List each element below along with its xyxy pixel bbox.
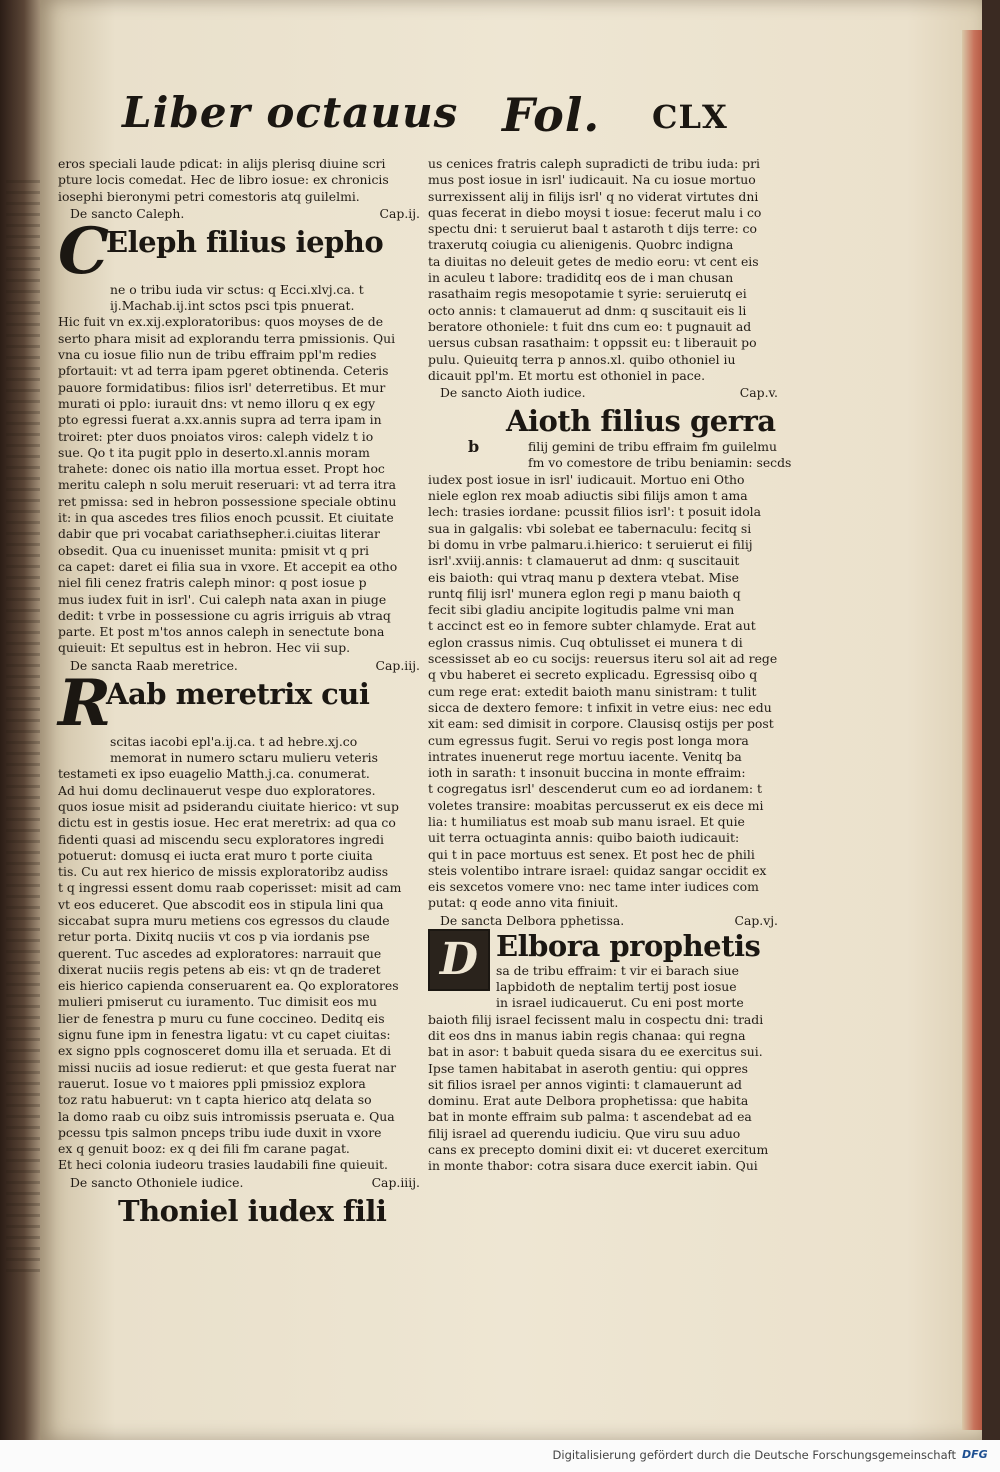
text-line: signu fune ipm in fenestra ligatu: vt cu capet ciuitas: [58, 1027, 391, 1043]
text-line: parte. Et post m'tos annos caleph in senectute bona [58, 624, 385, 640]
text-line: dabir que pri vocabat cariathsepher.i.ciuitas literar [58, 526, 380, 542]
text-line: isrl'.xviij.annis: t clamauerut ad dnm: q suscitauit [428, 553, 740, 569]
text-line: sicca de dextero femore: t infixit in vetre eius: nec edu [428, 699, 772, 715]
text-line: q vbu haberet ei secreto explicadu. Egressisq oibo q [428, 667, 758, 683]
text-line: serto phara misit ad explorandu terra pmissionis. Qui [58, 330, 396, 346]
text-line: cum rege erat: extedit baioth manu sinistram: t tulit [428, 683, 757, 699]
text-line: eis baioth: qui vtraq manu p dextera vtebat. Mise [428, 569, 739, 585]
rubric-aioth [428, 384, 808, 401]
text-line: rasathaim regis mesopotamie t syrie: seruierutq ei [428, 286, 747, 302]
text-line: uit terra octuaginta annis: quibo baioth iudicauit: [428, 830, 740, 846]
text-line: fecit sibi gladiu ancipite logitudis palme vni man [428, 602, 735, 618]
footer-credit: Digitalisierung gefördert durch die Deutsche Forschungsgemeinschaft [552, 1448, 956, 1462]
rubric-chapter: Cap.vj. [734, 912, 778, 928]
text-line: trahete: donec ois natio illa mortua esset. Propt hoc [58, 461, 385, 477]
heading-text: Aab meretrix cui [106, 676, 370, 711]
text-line: pto egressi fuerat a.xx.annis supra ad terra ipam in [58, 412, 382, 428]
text-line: niel fili cenez fratris caleph minor: q post iosue p [58, 575, 367, 591]
rubric-othoniel [58, 1174, 450, 1191]
section-heading-aioth: Aioth filius gerra [506, 404, 776, 439]
text-line: in monte thabor: cotra sisara duce exercit iabin. Qui [428, 1158, 758, 1174]
rubric-title: De sancto Aioth iudice. [440, 385, 586, 401]
text-line: fm vo comestore de tribu beniamin: secds [528, 455, 792, 471]
text-line: ex signo ppls cognosceret domu illa et seruada. Et di [58, 1043, 392, 1059]
section-text-raab [58, 734, 450, 1174]
book-page [40, 0, 982, 1440]
text-line: mulieri pmiserut cu iuramento. Tuc dimisit eos mu [58, 994, 378, 1010]
rubric-title: De sancto Caleph. [70, 205, 185, 221]
header-folio-label: Fol. [502, 88, 601, 142]
right-column [428, 156, 808, 1175]
section-heading-delbora [428, 929, 808, 1012]
text-line: testameti ex ipso euagelio Matth.j.ca. conumerat. [58, 766, 370, 782]
text-line: tis. Cu aut rex hierico de missis exploratoribz audiss [58, 864, 389, 880]
text-line: steis volentibo intrare israel: quidaz sangar occidit ex [428, 862, 767, 878]
text-line: runtq filij isrl' munera eglon regi p manu baioth q [428, 585, 741, 601]
rubric-caleph [58, 205, 450, 222]
section-text-caleph [58, 282, 450, 657]
text-line: rauerut. Iosue vo t maiores ppli pmissioz explora [58, 1075, 366, 1091]
rubric-chapter: Cap.v. [739, 385, 778, 401]
text-line: ca capet: daret ei filia sua in vxore. Et accepit ea otho [58, 558, 398, 574]
left-column [58, 156, 450, 1231]
text-line: retur porta. Dixitq nuciis vt cos p via iordanis pse [58, 929, 370, 945]
text-line: dominu. Erat aute Delbora prophetissa: que habita [428, 1093, 749, 1109]
dfg-logo: DFG [962, 1448, 988, 1461]
text-line: scessisset ab eo cu socijs: reuersus iteru sol ait ad rege [428, 651, 778, 667]
text-line: uersus cubsan rasathaim: t oppssit eu: t liberauit po [428, 335, 757, 351]
text-line: ret pmissa: sed in hebron possessione speciale obtinu [58, 493, 397, 509]
text-line: memorat in numero sctaru mulieru veteris [110, 750, 378, 766]
text-line: quos iosue misit ad psiderandu ciuitate hierico: vt sup [58, 798, 399, 814]
text-line: t accinct est eo in femore subter chlamyde. Erat aut [428, 618, 756, 634]
text-line: Ipse tamen habitabat in aseroth gentiu: qui oppres [428, 1060, 748, 1076]
text-line: troiret: pter duos pnoiatos viros: caleph videlz t io [58, 428, 374, 444]
text-line: la domo raab cu oibz suis intromissis pseruata e. Qua [58, 1108, 395, 1124]
text-line: traxerutq coiugia cu alienigenis. Quobrc indigna [428, 237, 734, 253]
text-line: ex q genuit booz: ex q dei fili fm carane pagat. [58, 1141, 350, 1157]
section-text-aioth [428, 472, 808, 912]
text-line: eis sexcetos vomere vno: nec tame inter iudices com [428, 879, 759, 895]
text-line: iosephi bieronymi petri comestoris atq guilelmi. [58, 188, 360, 204]
page-edge [962, 30, 982, 1430]
text-line: dit eos dns in manus iabin regis chanaa: qui regna [428, 1027, 746, 1043]
text-line: lech: trasies iordane: pcussit filios isrl': t posuit idola [428, 504, 762, 520]
text-line: ta diuitas no deleuit getes de medio eoru: vt cent eis [428, 253, 759, 269]
rubric-title: De sancto Othoniele iudice. [70, 1174, 244, 1190]
text-line: eis hierico capienda conseruarent ea. Qo exploratores [58, 978, 399, 994]
text-line: surrexissent alij in filijs isrl' q no viderat virtutes dni [428, 188, 759, 204]
text-line: scitas iacobi epl'a.ij.ca. t ad hebre.xj.co [110, 733, 358, 749]
text-line: dedit: t vrbe in possessione cu agris irriguis ab vtraq [58, 607, 391, 623]
text-line: sa de tribu effraim: t vir ei barach siue [496, 962, 739, 978]
text-line: meritu caleph n solu meruit reseruari: vt ad terra itra [58, 477, 396, 493]
page-header [40, 88, 982, 158]
text-line: eros speciali laude pdicat: in alijs plerisq diuine scri [58, 156, 386, 171]
decorated-initial-d [428, 929, 490, 991]
text-line: quas fecerat in diebo moysi t iosue: fecerut malu i co [428, 204, 762, 220]
rubric-chapter: Cap.iiij. [371, 1174, 420, 1190]
text-line: vna cu iosue filio nun de tribu effraim ppl'm redies [58, 347, 377, 363]
aioth-opening [428, 439, 808, 472]
text-line: bat in monte effraim sub palma: t ascendebat ad ea [428, 1109, 752, 1125]
text-line: pulu. Quieuitq terra p annos.xl. quibo othoniel iu [428, 351, 736, 367]
text-line: t q ingressi essent domu raab coperisset: misit ad cam [58, 880, 402, 896]
text-line: cans ex precepto domini dixit ei: vt duceret exercitum [428, 1142, 769, 1158]
text-line: bat in asor: t babuit queda sisara du ee exercitus sui. [428, 1044, 763, 1060]
text-line: voletes transire: moabitas percusserut ex eis dece mi [428, 797, 764, 813]
text-line: ij.Machab.ij.int sctos psci tpis pnuerat. [110, 298, 355, 314]
delbora-first-lines [496, 963, 760, 1012]
rubric-raab [58, 657, 450, 674]
text-line: qui t in pace mortuus est senex. Et post hec de phili [428, 846, 755, 862]
text-line: pfortauit: vt ad terra ipam pgeret obtinenda. Ceteris [58, 363, 389, 379]
text-line: Hic fuit vn ex.xij.exploratoribus: quos moyses de de [58, 314, 384, 330]
text-line: in aculeu t labore: tradiditq eos de i man chusan [428, 270, 734, 286]
text-line: filij israel ad querendu iudiciu. Que viru suu aduo [428, 1125, 741, 1141]
header-folio-number: CLX [652, 98, 728, 136]
text-line: it: in qua ascedes tres filios enoch pcussit. Et ciuitate [58, 510, 394, 526]
section-text-othoniel [428, 156, 808, 384]
aioth-first-lines [528, 439, 791, 472]
rubric-title: De sancta Delbora pphetissa. [440, 912, 625, 928]
text-line: us cenices fratris caleph supradicti de tribu iuda: pri [428, 156, 761, 171]
text-line: ioth in sarath: t insonuit buccina in monte effraim: [428, 765, 746, 781]
text-line: eglon crassus nimis. Cuq obtulisset ei munera t di [428, 634, 743, 650]
text-line: obsedit. Qua cu inuenisset munita: pmisit vt q pri [58, 542, 369, 558]
text-line: putat: q eode anno vita finiuit. [428, 895, 619, 911]
text-line: beratore othoniele: t fuit dns cum eo: t pugnauit ad [428, 318, 752, 334]
text-line: baioth filij israel fecissent malu in cospectu dni: tradi [428, 1011, 764, 1027]
text-line: fidenti quasi ad miscendu secu exploratores ingredi [58, 831, 384, 847]
text-line: sue. Qo t ita pugit pplo in deserto.xl.annis moram [58, 444, 370, 460]
initial-c: C [58, 213, 109, 289]
text-line: lia: t humiliatus est moab sub manu israel. Et quie [428, 813, 745, 829]
text-line: lapbidoth de neptalim tertij post iosue [496, 979, 737, 995]
rubric-title: De sancta Raab meretrice. [70, 657, 238, 673]
header-book-title: Liber octauus [122, 88, 459, 137]
text-line: querent. Tuc ascedes ad exploratores: narrauit que [58, 945, 382, 961]
text-line: spectu dni: t seruierut baal t astaroth t dijs terre: co [428, 221, 757, 237]
text-line: siccabat supra muru metiens cos egressos du claude [58, 912, 390, 928]
text-line: sit filios israel per annos viginti: t clamauerunt ad [428, 1076, 742, 1092]
text-line: mus iudex fuit in isrl'. Cui caleph nata axan in piuge [58, 591, 387, 607]
section-heading-othoniel: Thoniel iudex fili [118, 1193, 387, 1228]
initial-b: b [468, 437, 480, 457]
text-line: bi domu in vrbe palmaru.i.hierico: t seruierut ei filij [428, 536, 753, 552]
text-line: murati oi pplo: iurauit dns: vt nemo illoru q ex egy [58, 395, 376, 411]
text-line: t cogregatus isrl' descenderut cum eo ad iordanem: t [428, 781, 763, 797]
text-line: ne o tribu iuda vir sctus: q Ecci.xlvj.ca. t [110, 281, 364, 297]
rubric-chapter: Cap.ij. [379, 205, 420, 221]
initial-d: D [439, 933, 479, 985]
text-line: iudex post iosue in isrl' iudicauit. Mortuo eni Otho [428, 471, 745, 487]
initial-r: R [58, 665, 112, 741]
text-line: octo annis: t clamauerut ad dnm: q suscitauit eis li [428, 302, 747, 318]
rubric-delbora [428, 912, 808, 929]
left-intro-text [58, 156, 450, 205]
text-line: filij gemini de tribu effraim fm guilelmu [528, 439, 777, 455]
text-line: missi nuciis ad iosue redierut: et que gesta fuerat nar [58, 1059, 397, 1075]
text-line: sua in galgalis: vbi solebat ee tabernaculu: fecitq si [428, 520, 752, 536]
heading-text: Elbora prophetis [496, 928, 761, 963]
text-line: lier de fenestra p muru cu fune coccineo. Deditq eis [58, 1010, 385, 1026]
rubric-chapter: Cap.iij. [375, 657, 420, 673]
text-line: vt eos educeret. Que abscodit eos in stipula lini qua [58, 896, 384, 912]
text-line: potuerut: domusq ei iucta erat muro t porte ciuita [58, 847, 373, 863]
text-line: pture locis comedat. Hec de libro iosue: ex chronicis [58, 172, 389, 188]
footer-bar [0, 1440, 1000, 1472]
text-line: quieuit: Et sepultus est in hebron. Hec vii sup. [58, 640, 351, 656]
text-line: dixerat nuciis regis petens ab eis: vt qn de traderet [58, 961, 381, 977]
text-line: dicauit ppl'm. Et mortu est othoniel in pace. [428, 367, 706, 383]
text-line: xit eam: sed dimisit in corpore. Clausisq ostijs per post [428, 716, 774, 732]
text-line: niele eglon rex moab adiuctis sibi filijs amon t ama [428, 488, 748, 504]
text-line: Et heci colonia iudeoru trasies laudabili fine quieuit. [58, 1157, 388, 1173]
text-line: in israel iudicauerut. Cu eni post morte [496, 995, 744, 1011]
text-line: pauore formidatibus: filios isrl' deterretibus. Et mur [58, 379, 386, 395]
text-line: intrates inuenerut rege mortuu iacente. Venitq ba [428, 748, 742, 764]
text-line: toz ratu habuerut: vn t capta hierico atq delata so [58, 1092, 372, 1108]
section-text-delbora [428, 1012, 808, 1175]
text-line: mus post iosue in isrl' iudicauit. Na cu iosue mortuo [428, 172, 756, 188]
text-line: pcessu tpis salmon pnceps tribu iude duxit in vxore [58, 1124, 382, 1140]
text-line: Ad hui domu declinauerut vespe duo exploratores. [58, 782, 376, 798]
text-line: cum egressus fugit. Serui vo regis post longa mora [428, 732, 749, 748]
heading-text: Eleph filius iepho [106, 224, 384, 259]
text-line: dictu est in gestis iosue. Hec erat meretrix: ad qua co [58, 815, 396, 831]
